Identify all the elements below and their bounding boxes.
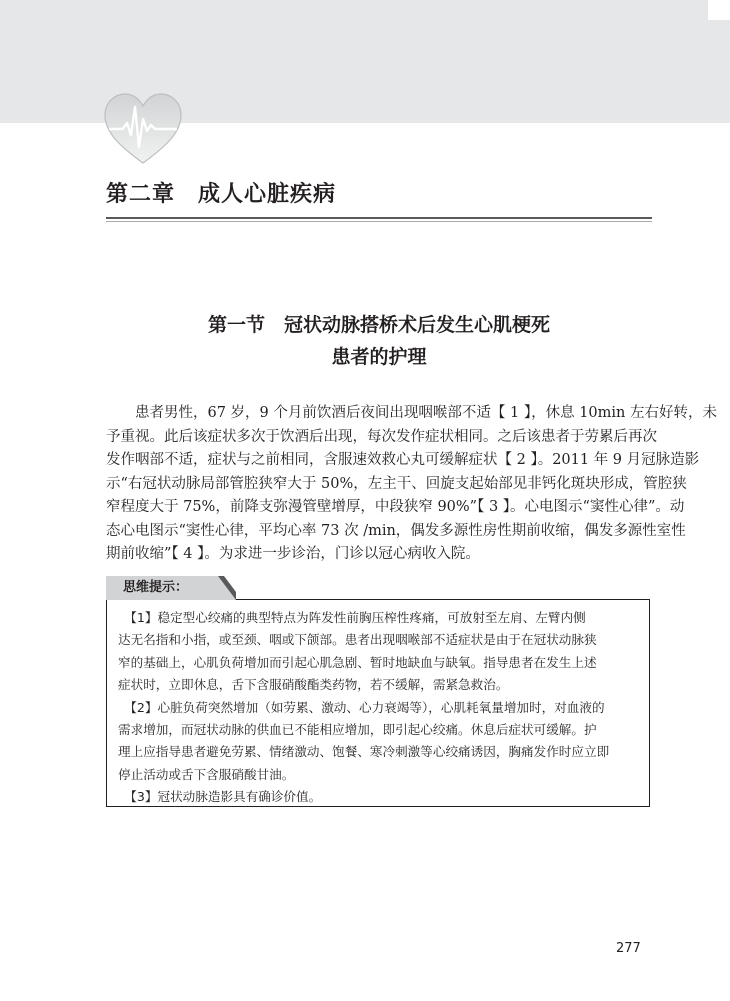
case-line: 期前收缩”【 4 】。为求进一步诊治，门诊以冠心病收入院。 bbox=[106, 546, 480, 562]
tip-line: 【2】心脏负荷突然增加（如劳累、激动、心力衰竭等），心肌耗氧量增加时，对血液的 bbox=[118, 699, 605, 715]
tip-line: 窄的基础上，心肌负荷增加而引起心肌急剧、暂时地缺血与缺氧。指导患者在发生上述 bbox=[118, 654, 597, 670]
page-number: 277 bbox=[616, 941, 641, 956]
case-line: 示“右冠状动脉局部管腔狭窄大于 50%，左主干、回旋支起始部见非钙化斑块形成，管腔狭 bbox=[106, 475, 687, 492]
section-title-line1: 第一节 冠状动脉搭桥术后发生心肌梗死 bbox=[207, 314, 550, 336]
tip-line: 达无名指和小指，或至颈、咽或下颌部。患者出现咽喉部不适症状是由于在冠状动脉狭 bbox=[118, 632, 597, 648]
heart-ecg-icon bbox=[103, 93, 183, 165]
chapter-divider-thin bbox=[106, 221, 652, 222]
section-title-line2: 患者的护理 bbox=[331, 346, 427, 368]
chapter-title: 第二章 成人心脏疾病 bbox=[106, 182, 337, 207]
tip-line: 需求增加，而冠状动脉的供血已不能相应增加，即引起心绞痛。休息后症状可缓解。护 bbox=[118, 722, 597, 737]
tip-line: 停止活动或舌下含服硝酸甘油。 bbox=[118, 766, 295, 782]
case-line: 患者男性，67 岁，9 个月前饮酒后夜间出现咽喉部不适【 1 】，休息 10min 左右好转，未 bbox=[106, 405, 717, 421]
tip-line: 症状时，立即休息，舌下含服硝酸酯类药物，若不缓解，需紧急救治。 bbox=[118, 677, 509, 693]
page-corner bbox=[708, 0, 730, 20]
case-line: 予重视。此后该症状多次于饮酒后出现，每次发作症状相同。之后该患者于劳累后再次 bbox=[106, 428, 657, 445]
tip-line: 理上应指导患者避免劳累、情绪激动、饱餐、寒冷刺激等心绞痛诱因，胸痛发作时应立即 bbox=[118, 744, 610, 760]
case-line: 态心电图示“窦性心律，平均心率 73 次 /min，偶发多源性房性期前收缩，偶发多源性室性 bbox=[106, 522, 686, 539]
tip-line: 【3】冠状动脉造影具有确诊价值。 bbox=[118, 789, 322, 805]
thinking-tips-label: 思维提示： bbox=[123, 580, 189, 595]
tip-line: 【1】稳定型心绞痛的典型特点为阵发性前胸压榨性疼痛，可放射至左肩、左臂内侧 bbox=[118, 610, 586, 625]
case-line: 窄程度大于 75%，前降支弥漫管壁增厚，中段狭窄 90%”【 3 】。心电图示“窦性心律”。动 bbox=[106, 499, 685, 515]
case-line: 发作咽部不适，症状与之前相同，含服速效救心丸可缓解症状【 2 】。2011 年 9 月冠脉造影 bbox=[106, 452, 700, 468]
chapter-divider bbox=[106, 217, 652, 219]
